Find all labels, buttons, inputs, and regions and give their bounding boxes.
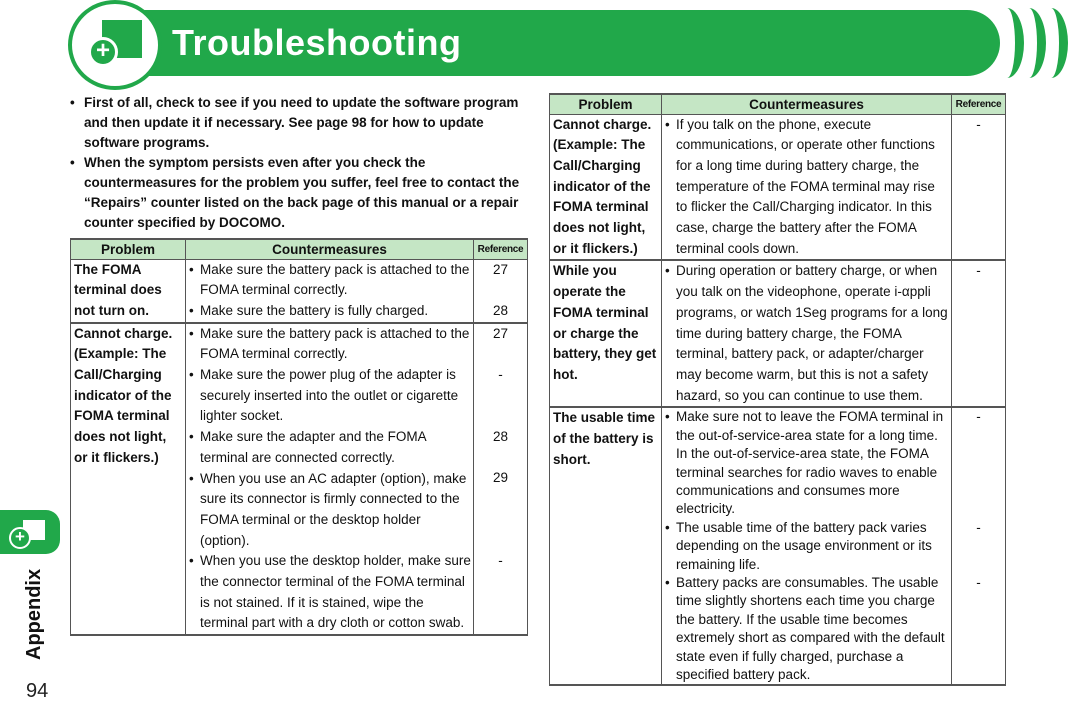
intro-notes (70, 93, 530, 233)
header-banner (0, 0, 1075, 90)
problem-cell: The FOMA terminal does not turn on. (71, 259, 186, 323)
table-header-row (550, 94, 1006, 114)
reference-page: - (976, 116, 981, 132)
countermeasure-item: • Make sure the battery pack is attached to the FOMA terminal correctly. (186, 260, 473, 301)
problem-cell: While you operate the FOMA terminal or charge the battery, they get hot. (550, 260, 662, 407)
countermeasure-item: • Make sure the battery pack is attached to the FOMA terminal correctly. (186, 324, 473, 365)
intro-note: • First of all, check to see if you need to update the software program and then update it if necessary. See page 98 for how to update software programs. (70, 93, 530, 153)
table-row (550, 114, 1006, 260)
countermeasures-cell (186, 259, 474, 323)
reference-page: 27 (492, 261, 509, 277)
countermeasure-item: • Battery packs are consumables. The usable time slightly shortens each time you charge the battery. If the usable time becomes extremely short as compared with the default state even if fully charged, purchase a specified battery pack. (662, 574, 951, 684)
countermeasures-cell (662, 114, 952, 260)
problem-cell: The usable time of the battery is short. (550, 407, 662, 685)
countermeasure-item: • When you use the desktop holder, make sure the connector terminal of the FOMA terminal is not stained. If it is stained, wipe the terminal part with a dry cloth or cotton swab. (186, 551, 473, 634)
table-row (550, 407, 1006, 685)
header-countermeasures: Countermeasures (662, 94, 952, 114)
troubleshooting-table-right (549, 93, 1006, 686)
countermeasure-item: • The usable time of the battery pack varies depending on the usage environment or its remaining life. (662, 519, 951, 574)
countermeasure-item: • Make sure the battery is fully charged. (186, 301, 473, 322)
reference-page: 28 (492, 429, 509, 445)
reference-page: - (498, 553, 503, 569)
chevron-right-icon (1034, 8, 1068, 78)
reference-page: 28 (492, 302, 509, 318)
countermeasure-item: • During operation or battery charge, or when you talk on the videophone, operate i-αppli programs, or watch 1Seg programs for a long time during battery charge, the FOMA terminal, battery pack, or adapter/charger may become warm, but this is not a safety hazard, so you can continue to use them. (662, 261, 951, 406)
reference-page: 27 (492, 325, 509, 341)
table-row (71, 259, 528, 323)
reference-cell (474, 259, 528, 323)
table-row (550, 260, 1006, 407)
header-problem: Problem (71, 239, 186, 259)
header-reference: Reference (952, 94, 1006, 114)
page-title: Troubleshooting (172, 22, 462, 63)
countermeasure-item: • When you use an AC adapter (option), make sure its connector is firmly connected to the FOMA terminal or the desktop holder (option). (186, 469, 473, 552)
countermeasures-cell (662, 260, 952, 407)
reference-page: 29 (492, 470, 509, 486)
header-reference: Reference (474, 239, 528, 259)
section-label: Appendix (23, 568, 45, 660)
reference-page: - (976, 574, 981, 590)
reference-cell (952, 114, 1006, 260)
countermeasure-item: • Make sure the adapter and the FOMA terminal are connected correctly. (186, 427, 473, 468)
table-row (71, 323, 528, 636)
header-countermeasures: Countermeasures (186, 239, 474, 259)
countermeasure-item: • Make sure not to leave the FOMA terminal in the out-of-service-area state for a long time. In the out-of-service-area state, the FOMA terminal searches for radio waves to enable communications and consumes more electricity. (662, 408, 951, 518)
reference-cell (952, 260, 1006, 407)
countermeasures-cell (662, 407, 952, 685)
countermeasure-item: • Make sure the power plug of the adapter is securely inserted into the outlet or cigarette lighter socket. (186, 365, 473, 427)
reference-page: - (976, 409, 981, 425)
troubleshooting-table-left (70, 238, 528, 636)
countermeasures-cell (186, 323, 474, 636)
reference-page: - (976, 519, 981, 535)
plus-icon: + (9, 527, 31, 549)
reference-cell (474, 323, 528, 636)
reference-page: - (976, 263, 981, 279)
intro-note: • When the symptom persists even after you check the countermeasures for the problem you suffer, feel free to contact the “Repairs” counter listed on the back page of this manual or a repair counter specified by DOCOMO. (70, 153, 530, 233)
header-problem: Problem (550, 94, 662, 114)
plus-icon: + (88, 37, 118, 67)
problem-cell: Cannot charge. (Example: The Call/Charging indicator of the FOMA terminal does not light, or it flickers.) (550, 114, 662, 260)
reference-cell (952, 407, 1006, 685)
countermeasure-item: • If you talk on the phone, execute communications, or operate other functions for a long time during battery charge, the temperature of the FOMA terminal may rise to flicker the Call/Charging indicator. In this case, charge the battery after the FOMA terminal cools down. (662, 115, 951, 260)
problem-cell: Cannot charge. (Example: The Call/Charging indicator of the FOMA terminal does not light, or it flickers.) (71, 323, 186, 636)
page-number: 94 (26, 680, 49, 702)
table-header-row (71, 239, 528, 259)
reference-page: - (498, 367, 503, 382)
